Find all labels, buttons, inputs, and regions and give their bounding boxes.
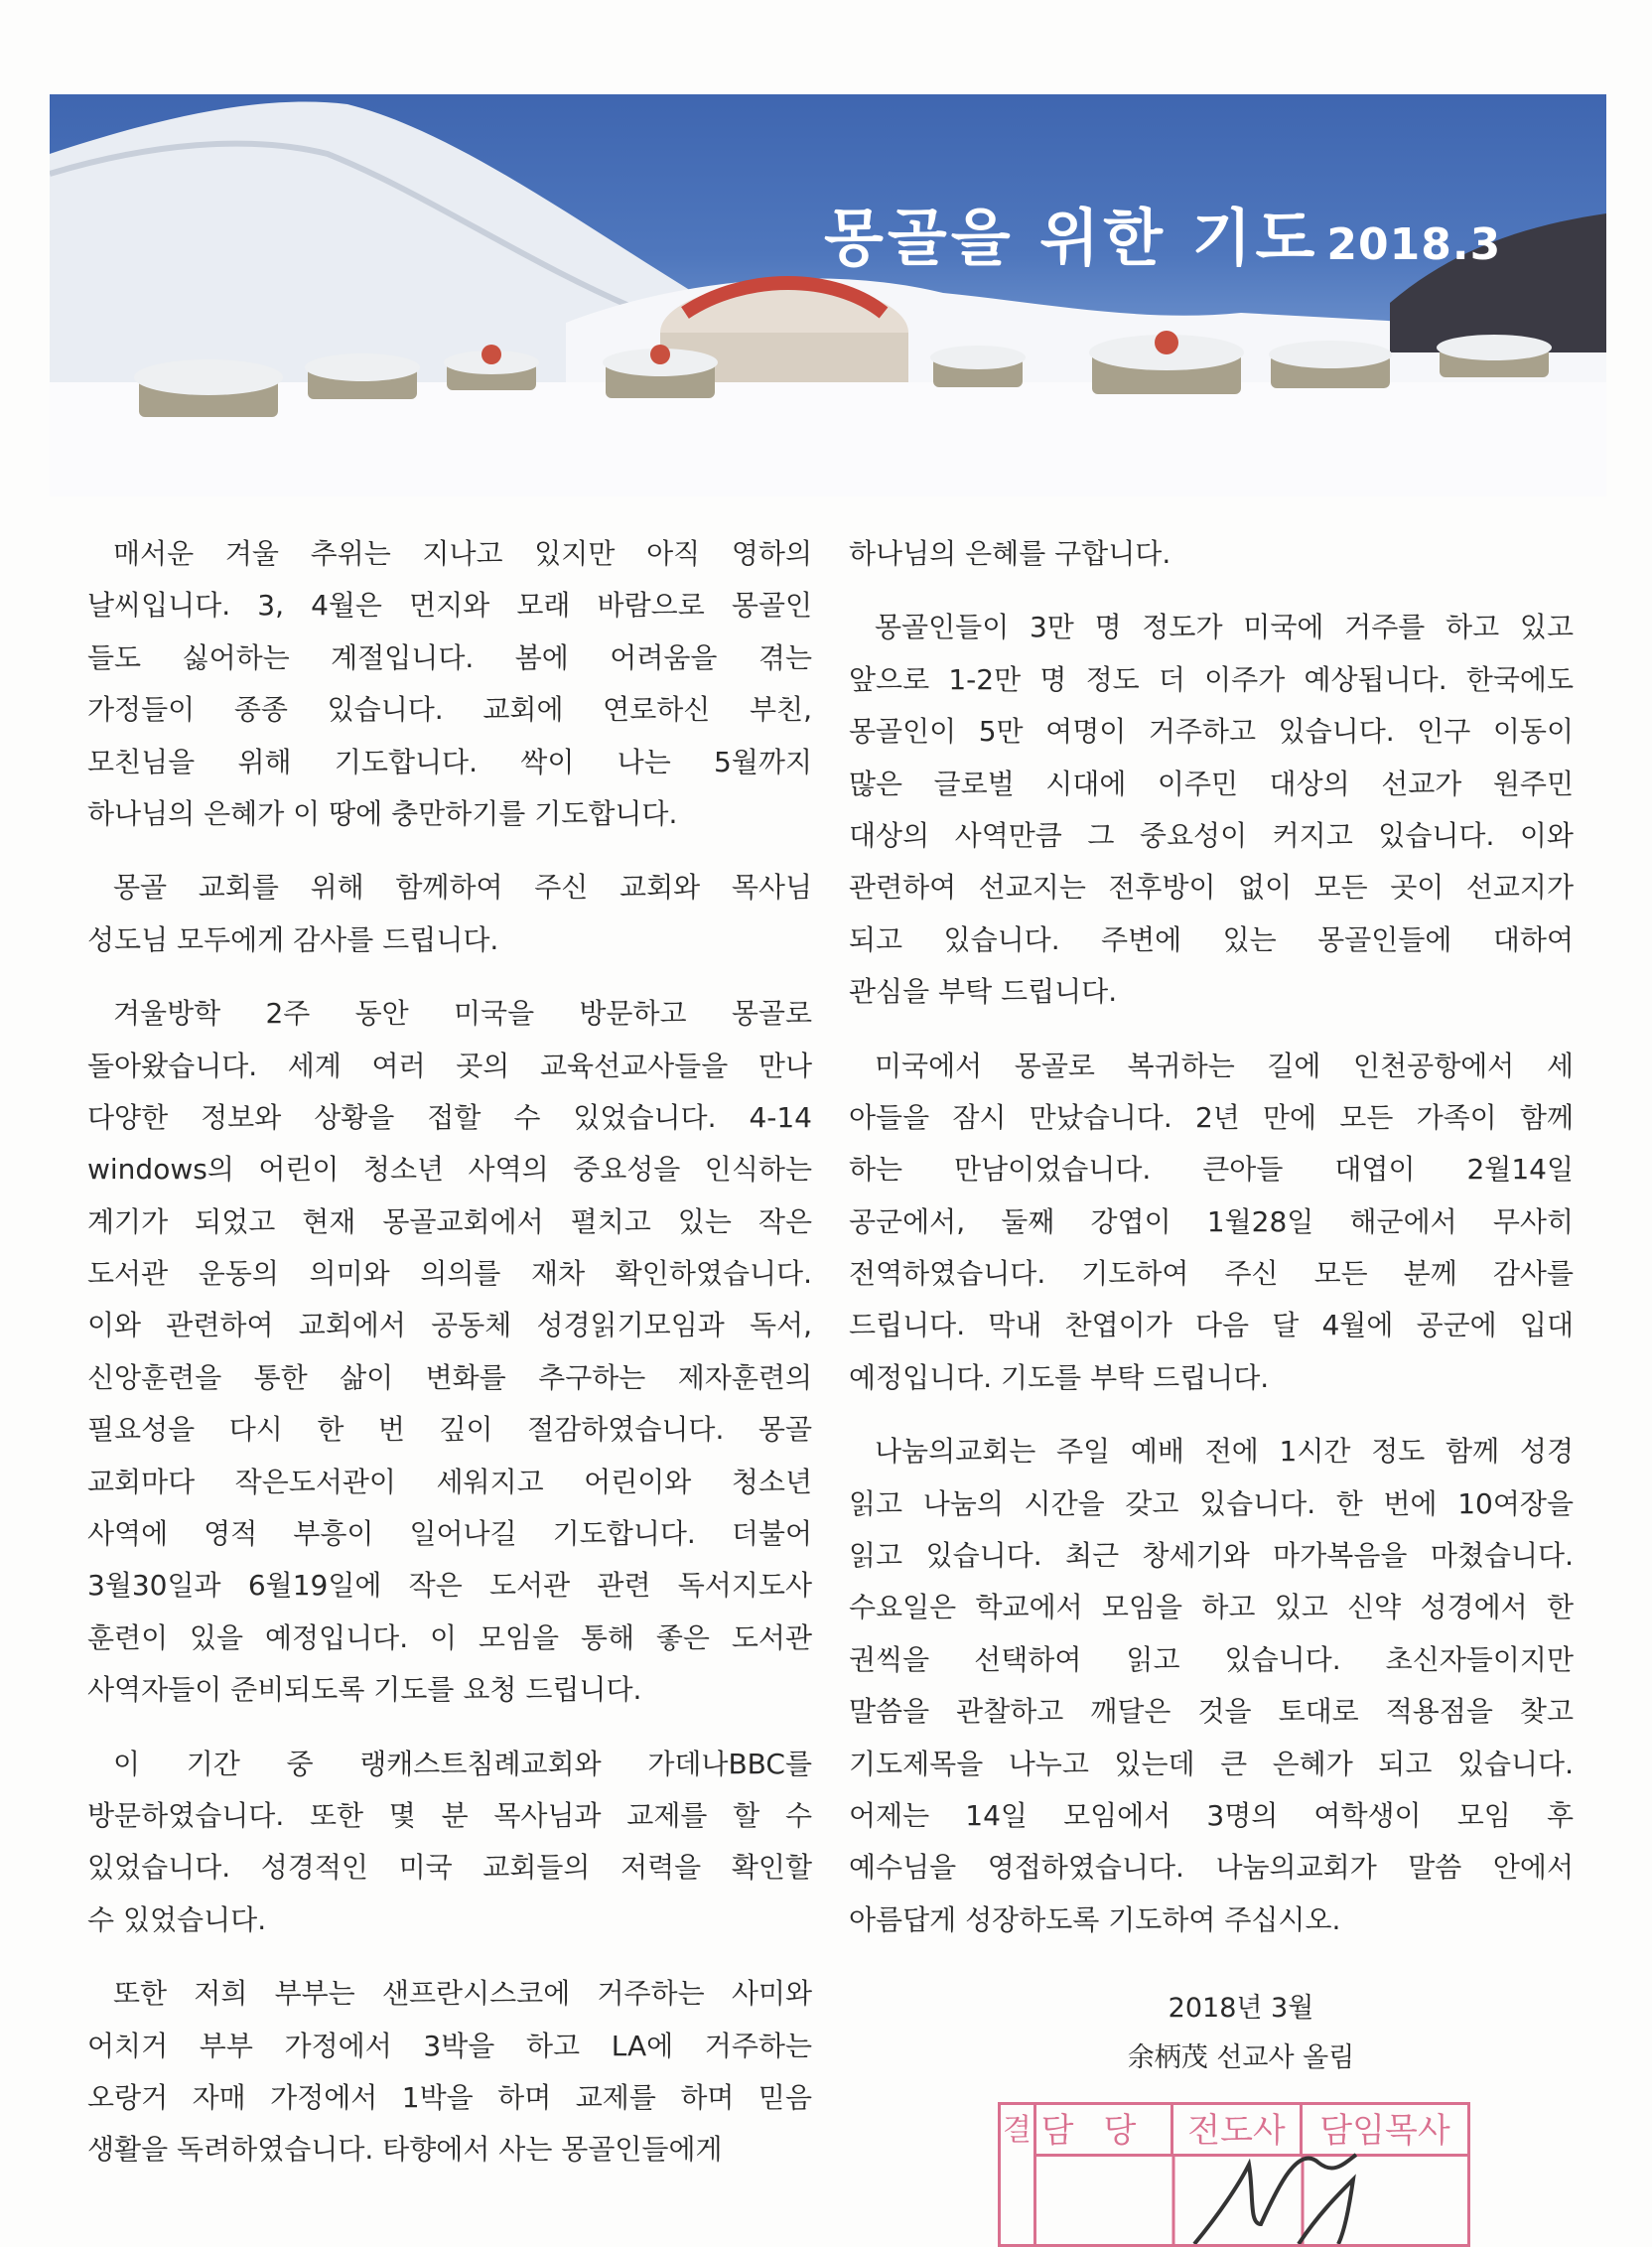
text-line: 사역에 영적 부흥이 일어나길 기도합니다. 더불어	[87, 1517, 812, 1551]
text-line: 읽고 나눔의 시간을 갖고 있습니다. 한 번에 10여장을	[849, 1486, 1574, 1520]
text-line: 3월30일과 6월19일에 작은 도서관 관련 독서지도사	[87, 1569, 812, 1603]
text-line: 돌아왔습니다. 세계 여러 곳의 교육선교사들을 만나	[87, 1049, 812, 1082]
text-line: 교회마다 작은도서관이 세워지고 어린이와 청소년	[87, 1465, 812, 1498]
text-line: 다양한 정보와 상황을 접할 수 있었습니다. 4-14	[87, 1100, 812, 1134]
text-line: 오랑거 자매 가정에서 1박을 하며 교제를 하며 믿음	[87, 2080, 812, 2114]
text-line: 하나님의 은혜가 이 땅에 충만하기를 기도합니다.	[87, 796, 678, 830]
text-line: 하는 만남이었습니다. 큰아들 대엽이 2월14일	[849, 1153, 1574, 1187]
text-line: 어치거 부부 가정에서 3박을 하고 LA에 거주하는	[87, 2029, 812, 2062]
text-line: 생활을 독려하였습니다. 타향에서 사는 몽골인들에게	[87, 2133, 723, 2167]
text-line: 신앙훈련을 통한 삶이 변화를 추구하는 제자훈련의	[87, 1360, 812, 1394]
text-line: 예수님을 영접하였습니다. 나눔의교회가 말씀 안에서	[849, 1851, 1574, 1885]
text-line: 몽골인이 5만 여명이 거주하고 있습니다. 인구 이동이	[849, 715, 1574, 749]
text-line: 말씀을 관찰하고 깨달은 것을 토대로 적용점을 찾고	[849, 1695, 1574, 1729]
text-line: 사역자들이 준비되도록 기도를 요청 드립니다.	[87, 1673, 642, 1707]
paragraph	[87, 988, 812, 1716]
paragraph	[849, 1041, 1574, 1405]
text-line: 기도제목을 나누고 있는데 큰 은혜가 되고 있습니다.	[849, 1747, 1574, 1780]
mongolian-yurt-landscape-image	[50, 94, 1606, 496]
paragraph	[849, 602, 1574, 1018]
paragraph	[87, 1968, 812, 2177]
page-title	[824, 189, 1501, 277]
text-line: 필요성을 다시 한 번 깊이 절감하였습니다. 몽골	[87, 1413, 812, 1447]
text-line: 모친님을 위해 기도합니다. 싹이 나는 5월까지	[87, 745, 812, 778]
text-line: 아름답게 성장하도록 기도하여 주십시오.	[849, 1902, 1341, 1936]
text-line: 전역하였습니다. 기도하여 주신 모든 분께 감사를	[849, 1257, 1574, 1291]
stamp-cell-senior-pastor: 담임목사	[1303, 2105, 1467, 2157]
approval-stamp	[998, 2102, 1470, 2247]
paragraph	[87, 862, 812, 966]
text-line: 수요일은 학교에서 모임을 하고 있고 신약 성경에서 한	[849, 1591, 1574, 1624]
text-line: 하나님의 은혜를 구합니다.	[849, 537, 1171, 570]
paragraph	[849, 1426, 1574, 1946]
text-line: windows의 어린이 청소년 사역의 중요성을 인식하는	[87, 1153, 812, 1187]
header-banner-photo	[50, 94, 1606, 496]
paragraph	[87, 1739, 812, 1947]
text-line: 아들을 잠시 만났습니다. 2년 만에 모든 가족이 함께	[849, 1100, 1574, 1134]
text-line: 이 기간 중 랭캐스트침례교회와 가데나BBC를	[113, 1747, 812, 1780]
paragraph	[87, 528, 812, 840]
text-line: 가정들이 종종 있습니다. 교회에 연로하신 부친,	[87, 693, 812, 727]
text-line: 몽골 교회를 위해 함께하여 주신 교회와 목사님	[113, 871, 812, 905]
stamp-cell-in-charge: 담당	[1036, 2105, 1173, 2157]
text-line: 관련하여 선교지는 전후방이 없이 모든 곳이 선교지가	[849, 871, 1574, 905]
text-line: 수 있었습니다.	[87, 1902, 267, 1936]
left-column	[87, 528, 812, 2198]
text-line: 계기가 되었고 현재 몽골교회에서 펼치고 있는 작은	[87, 1204, 812, 1238]
text-line: 되고 있습니다. 주변에 있는 몽골인들에 대하여	[849, 922, 1574, 956]
stamp-cell-evangelist: 전도사	[1173, 2105, 1303, 2157]
text-line: 앞으로 1-2만 명 정도 더 이주가 예상됩니다. 한국에도	[849, 662, 1574, 696]
title-date: 2018.3	[1326, 219, 1502, 270]
text-line: 훈련이 있을 예정입니다. 이 모임을 통해 좋은 도서관	[87, 1620, 812, 1654]
text-line: 권씩을 선택하여 읽고 있습니다. 초신자들이지만	[849, 1642, 1574, 1676]
text-line: 나눔의교회는 주일 예배 전에 1시간 정도 함께 성경	[875, 1435, 1574, 1469]
text-line: 많은 글로벌 시대에 이주민 대상의 선교가 원주민	[849, 767, 1574, 800]
text-line: 있었습니다. 성경적인 미국 교회들의 저력을 확인할	[87, 1851, 812, 1885]
text-line: 공군에서, 둘째 강엽이 1월28일 해군에서 무사히	[849, 1204, 1574, 1238]
text-line: 겨울방학 2주 동안 미국을 방문하고 몽골로	[113, 997, 812, 1031]
title-text: 몽골을 위한 기도	[824, 202, 1319, 274]
text-line: 어제는 14일 모임에서 3명의 여학생이 모임 후	[849, 1798, 1574, 1832]
text-line: 이와 관련하여 교회에서 공동체 성경읽기모임과 독서,	[87, 1309, 812, 1342]
text-line: 관심을 부탁 드립니다.	[849, 975, 1118, 1009]
text-line: 도서관 운동의 의미와 의의를 재차 확인하였습니다.	[87, 1257, 812, 1291]
text-line: 미국에서 몽골로 복귀하는 길에 인천공항에서 세	[875, 1049, 1574, 1082]
text-line: 드립니다. 막내 찬엽이가 다음 달 4월에 공군에 입대	[849, 1309, 1574, 1342]
text-line: 대상의 사역만큼 그 중요성이 커지고 있습니다. 이와	[849, 818, 1574, 852]
handwritten-signature-icon	[1001, 2105, 1467, 2244]
text-line: 날씨입니다. 3, 4월은 먼지와 모래 바람으로 몽골인	[87, 589, 812, 623]
text-line: 성도님 모두에게 감사를 드립니다.	[87, 922, 499, 956]
stamp-cell-approval: 결	[1001, 2105, 1036, 2244]
right-column	[849, 528, 1574, 1968]
text-line: 방문하였습니다. 또한 몇 분 목사님과 교제를 할 수	[87, 1798, 812, 1832]
text-line: 매서운 겨울 추위는 지나고 있지만 아직 영하의	[113, 537, 812, 570]
text-line: 들도 싫어하는 계절입니다. 봄에 어려움을 겪는	[87, 640, 812, 674]
signature-date: 2018년 3월	[1168, 1993, 1314, 2024]
text-line: 예정입니다. 기도를 부탁 드립니다.	[849, 1360, 1270, 1394]
paragraph	[849, 528, 1574, 580]
signature-author: 余柄茂 선교사 올림	[1127, 2042, 1355, 2073]
text-line: 몽골인들이 3만 명 정도가 미국에 거주를 하고 있고	[875, 611, 1574, 644]
text-line: 읽고 있습니다. 최근 창세기와 마가복음을 마쳤습니다.	[849, 1539, 1574, 1573]
text-line: 또한 저희 부부는 샌프란시스코에 거주하는 사미와	[113, 1977, 812, 2011]
